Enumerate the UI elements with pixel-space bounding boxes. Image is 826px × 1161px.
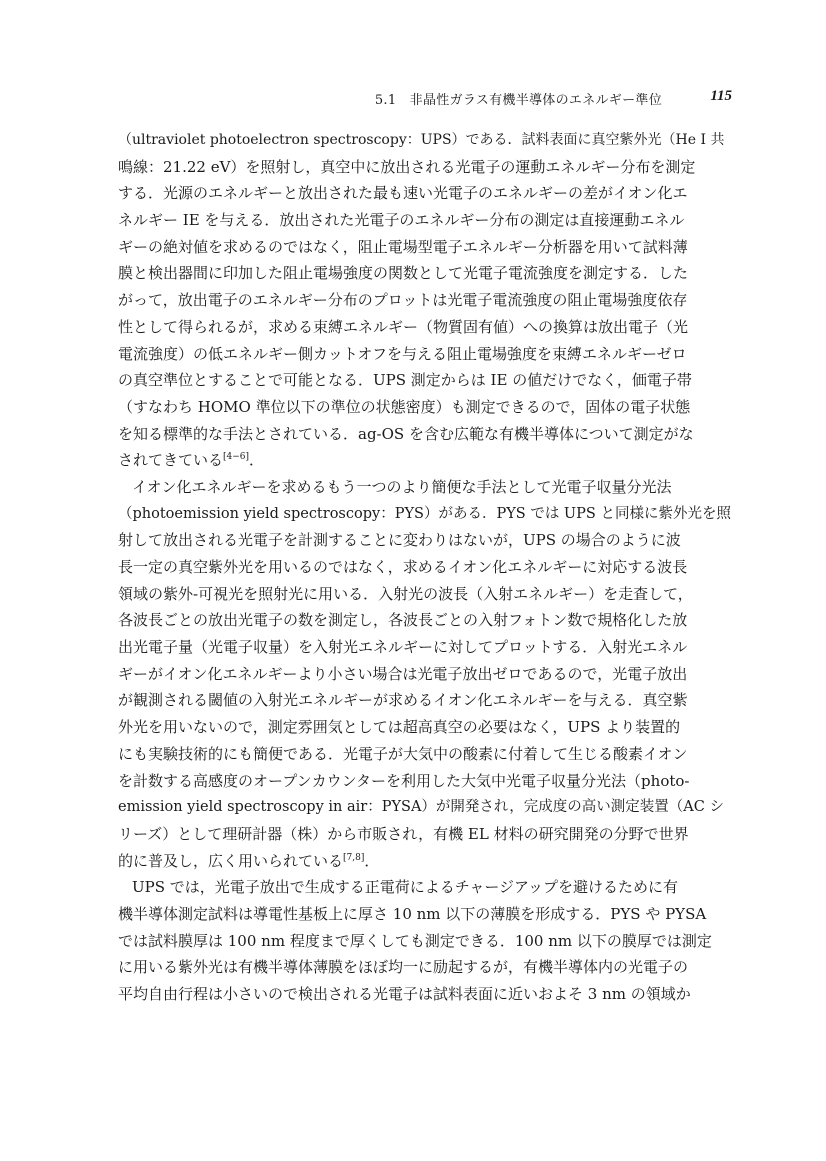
line-text: されてきている bbox=[118, 451, 224, 470]
period: ． bbox=[249, 451, 265, 470]
text-line: 外光を用いないので，測定雰囲気としては超高真空の必要はなく，UPS より装置的 bbox=[118, 718, 681, 737]
text-line: （すなわち HOMO 準位以下の準位の状態密度）も測定できるので，固体の電子状態 bbox=[118, 397, 691, 416]
text-line: UPS では，光電子放出で生成する正電荷によるチャージアップを避けるために有 bbox=[132, 878, 678, 897]
text-line: を計数する高感度のオープンカウンターを利用した大気中光電子収量分光法（photo- bbox=[118, 771, 690, 790]
text-line: emission yield spectroscopy in air：PYSA）が開発され，完成度の高い測定装置（AC シ bbox=[118, 799, 724, 816]
text-line-with-citation bbox=[118, 447, 732, 474]
text-line: 平均自由行程は小さいので検出される光電子は試料表面に近いおよそ 3 nm の領域か bbox=[118, 985, 691, 1003]
text-line: 長一定の真空紫外光を用いるのではなく，求めるイオン化エネルギーに対応する波長 bbox=[118, 558, 688, 576]
text-line: がって，放出電子のエネルギー分布のプロットは光電子電流強度の阻止電場強度依存 bbox=[118, 291, 688, 310]
text-line: 各波長ごとの放出光電子の数を測定し，各波長ごとの入射フォトン数で規格化した放 bbox=[118, 611, 688, 630]
text-line: では試料膜厚は 100 nm 程度まで厚くしても測定できる．100 nm 以下の膜厚では測定 bbox=[118, 931, 712, 950]
text-line: （ultraviolet photoelectron spectroscopy：UPS）である．試料表面に真空紫外光（He I 共 bbox=[118, 132, 725, 148]
text-line: ギーがイオン化エネルギーより小さい場合は光電子放出ゼロであるので，光電子放出 bbox=[118, 664, 688, 683]
text-line: イオン化エネルギーを求めるもう一つのより簡便な手法として光電子収量分光法 bbox=[132, 477, 672, 496]
text-line: 性として得られるが，求める束縛エネルギー（物質固有値）への換算は放出電子（光 bbox=[118, 317, 689, 336]
text-line-with-citation bbox=[118, 848, 732, 875]
text-line: 出光電子量（光電子収量）を入射光エネルギーに対してプロットする．入射光エネル bbox=[118, 638, 688, 657]
text-line: の真空準位とすることで可能となる．UPS 測定からは IE の値だけでなく，価電子帯 bbox=[118, 371, 692, 390]
text-line: を知る標準的な手法とされている．ag-OS を含む広範な有機半導体について測定がな bbox=[118, 424, 694, 443]
period: ． bbox=[364, 851, 380, 870]
text-line: 鳴線：21.22 eV）を照射し，真空中に放出される光電子の運動エネルギー分布を測定 bbox=[118, 157, 696, 176]
citation-ref: [4−6] bbox=[223, 452, 250, 463]
text-line: にも実験技術的にも簡便である．光電子が大気中の酸素に付着して生じる酸素イオン bbox=[118, 744, 688, 763]
body-text bbox=[118, 127, 732, 1008]
text-line: 射して放出される光電子を計測することに変わりはないが，UPS の場合のように波 bbox=[118, 531, 681, 550]
text-line: 領域の紫外-可視光を照射光に用いる．入射光の波長（入射エネルギー）を走査して， bbox=[118, 584, 693, 603]
text-line: する．光源のエネルギーと放出された最も速い光電子のエネルギーの差がイオン化エ bbox=[118, 184, 688, 203]
text-line: ネルギー IE を与える．放出された光電子のエネルギー分布の測定は直接運動エネル bbox=[118, 211, 685, 230]
text-line: （photoemission yield spectroscopy：PYS）がある．PYS では UPS と同様に紫外光を照 bbox=[118, 505, 731, 522]
section-title: 5.1 非晶性ガラス有機半導体のエネルギー準位 bbox=[374, 93, 662, 108]
text-line: に用いる紫外光は有機半導体薄膜をほぼ均一に励起するが，有機半導体内の光電子の bbox=[118, 958, 689, 977]
text-line: が観測される閾値の入射光エネルギーが求めるイオン化エネルギーを与える．真空紫 bbox=[118, 691, 688, 710]
running-header bbox=[118, 89, 732, 111]
page-number: 115 bbox=[710, 88, 732, 104]
text-line: 機半導体測定試料は導電性基板上に厚さ 10 nm 以下の薄膜を形成する．PYS や PYSA bbox=[118, 904, 707, 923]
text-line: 膜と検出器間に印加した阻止電場強度の関数として光電子電流強度を測定する．した bbox=[118, 264, 689, 283]
citation-ref: [7,8] bbox=[343, 852, 365, 863]
line-text: 的に普及し，広く用いられている bbox=[118, 851, 344, 870]
text-line: ギーの絶対値を求めるのではなく，阻止電場型電子エネルギー分析器を用いて試料薄 bbox=[118, 237, 688, 256]
text-line: リーズ）として理研計器（株）から市販され，有機 EL 材料の研究開発の分野で世界 bbox=[118, 824, 689, 843]
text-line: 電流強度）の低エネルギー側カットオフを与える阻止電場強度を束縛エネルギーゼロ bbox=[118, 344, 687, 363]
